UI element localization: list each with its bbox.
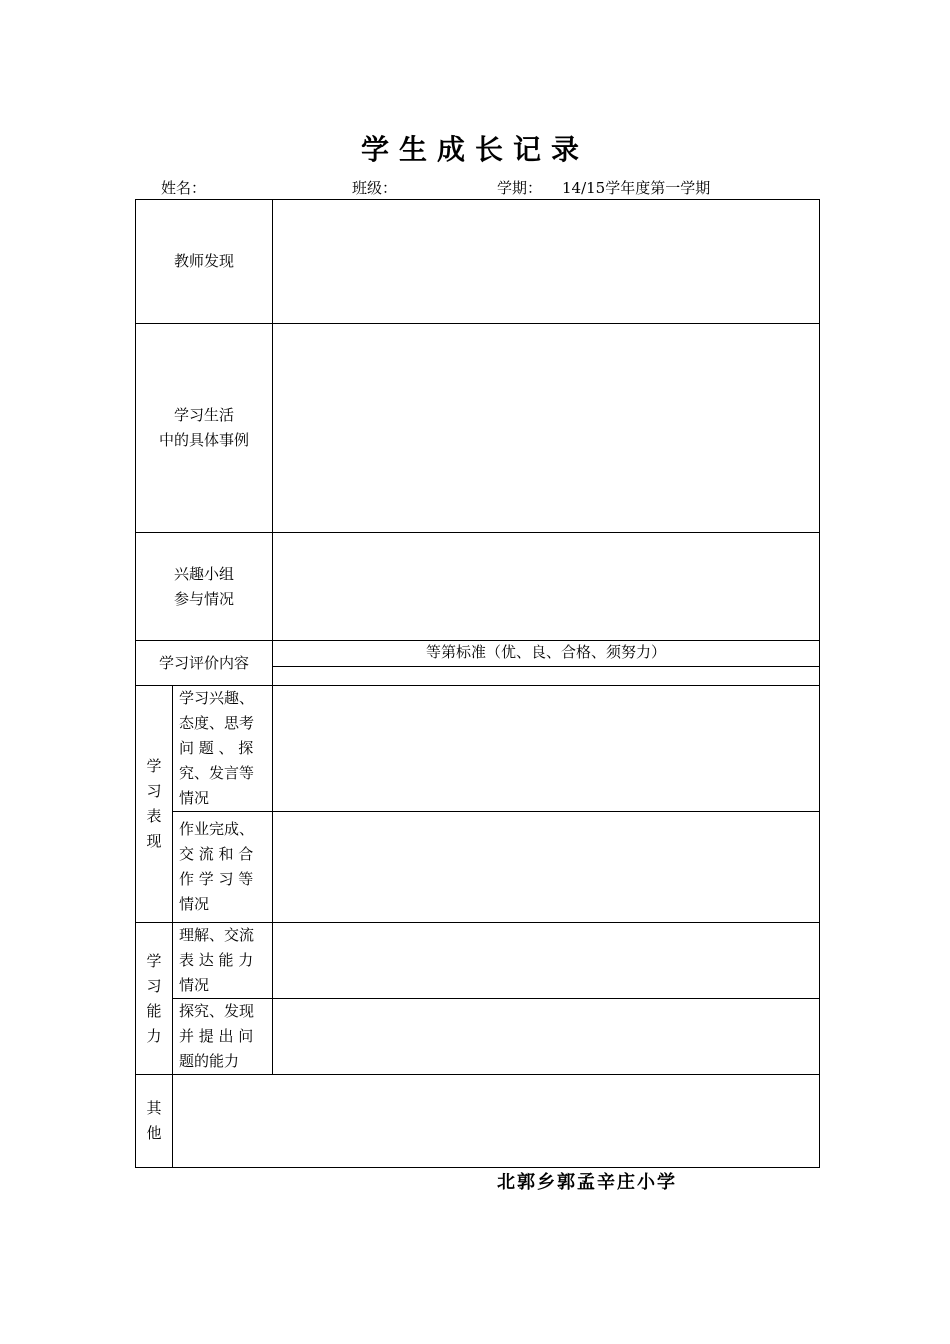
performance-row-2	[136, 812, 820, 923]
examples-field[interactable]	[273, 324, 820, 533]
eval-content-text: 学习评价内容	[159, 653, 250, 672]
performance-group-char: 习	[146, 782, 162, 800]
examples-row	[136, 324, 820, 533]
eval-header-row	[136, 641, 820, 667]
performance-group-label	[136, 686, 173, 923]
ability-item-inquiry	[173, 999, 273, 1075]
page-title: 学生成长记录	[360, 133, 589, 166]
performance-homework-field[interactable]	[273, 812, 820, 923]
ability-item-line: 探究、发现	[179, 1002, 255, 1020]
ability-row-2	[136, 999, 820, 1075]
performance-group-char: 学	[146, 757, 162, 775]
performance-item-line: 问 题 、 探	[179, 739, 254, 757]
ability-item-line: 情况	[179, 976, 210, 994]
ability-group-char: 习	[146, 976, 162, 995]
ability-item-line: 题的能力	[179, 1052, 240, 1070]
performance-group-char: 表	[146, 807, 162, 825]
grade-blank-field[interactable]	[273, 667, 820, 686]
teacher-discovery-field[interactable]	[273, 200, 820, 324]
grade-standard-text: 等第标准（优、良、合格、须努力）	[426, 643, 667, 661]
ability-group-char: 能	[146, 1001, 162, 1020]
interest-label-line2: 参与情况	[174, 589, 235, 608]
class-label: 班级：	[352, 179, 398, 197]
performance-item-line: 情况	[179, 789, 210, 807]
performance-item-line: 情况	[179, 895, 210, 913]
performance-row-1	[136, 686, 820, 812]
ability-group-char: 力	[146, 1026, 162, 1045]
performance-item-interest	[173, 686, 273, 812]
performance-item-line: 态度、思考	[179, 714, 255, 732]
ability-group-label	[136, 923, 173, 1075]
performance-item-line: 究、发言等	[179, 764, 255, 782]
examples-label-line2: 中的具体事例	[159, 431, 250, 449]
term-value: 14/15学年度第一学期	[562, 179, 711, 197]
performance-group-char: 现	[146, 832, 162, 850]
interest-field[interactable]	[273, 533, 820, 641]
term-label: 学期：	[497, 179, 543, 197]
performance-item-line: 学习兴趣、	[179, 689, 255, 707]
name-label: 姓名：	[161, 179, 207, 197]
other-label	[136, 1075, 173, 1168]
school-name: 北郭乡郭孟辛庄小学	[497, 1172, 677, 1193]
other-row	[136, 1075, 820, 1168]
performance-item-line: 交 流 和 合	[179, 845, 254, 863]
performance-item-line: 作 学 习 等	[179, 870, 254, 888]
examples-label	[136, 324, 273, 533]
interest-label	[136, 533, 273, 641]
other-label-char: 其	[146, 1099, 162, 1117]
teacher-discovery-row	[136, 200, 820, 324]
performance-interest-field[interactable]	[273, 686, 820, 812]
ability-expression-field[interactable]	[273, 923, 820, 999]
grade-standard-header	[273, 641, 820, 667]
other-field[interactable]	[173, 1075, 820, 1168]
teacher-discovery-text: 教师发现	[174, 252, 235, 270]
eval-content-label	[136, 641, 273, 686]
ability-row-1	[136, 923, 820, 999]
performance-item-homework	[173, 812, 273, 923]
interest-row	[136, 533, 820, 641]
ability-item-line: 并 提 出 问	[179, 1027, 254, 1045]
other-label-char: 他	[146, 1124, 162, 1142]
examples-label-line1: 学习生活	[174, 406, 235, 424]
ability-item-expression	[173, 923, 273, 999]
teacher-discovery-label	[136, 200, 273, 324]
ability-inquiry-field[interactable]	[273, 999, 820, 1075]
record-table	[135, 199, 820, 1168]
performance-item-line: 作业完成、	[179, 820, 255, 838]
ability-item-line: 理解、交流	[179, 926, 255, 944]
ability-group-char: 学	[146, 951, 162, 970]
ability-item-line: 表 达 能 力	[179, 951, 254, 969]
interest-label-line1: 兴趣小组	[174, 564, 235, 583]
